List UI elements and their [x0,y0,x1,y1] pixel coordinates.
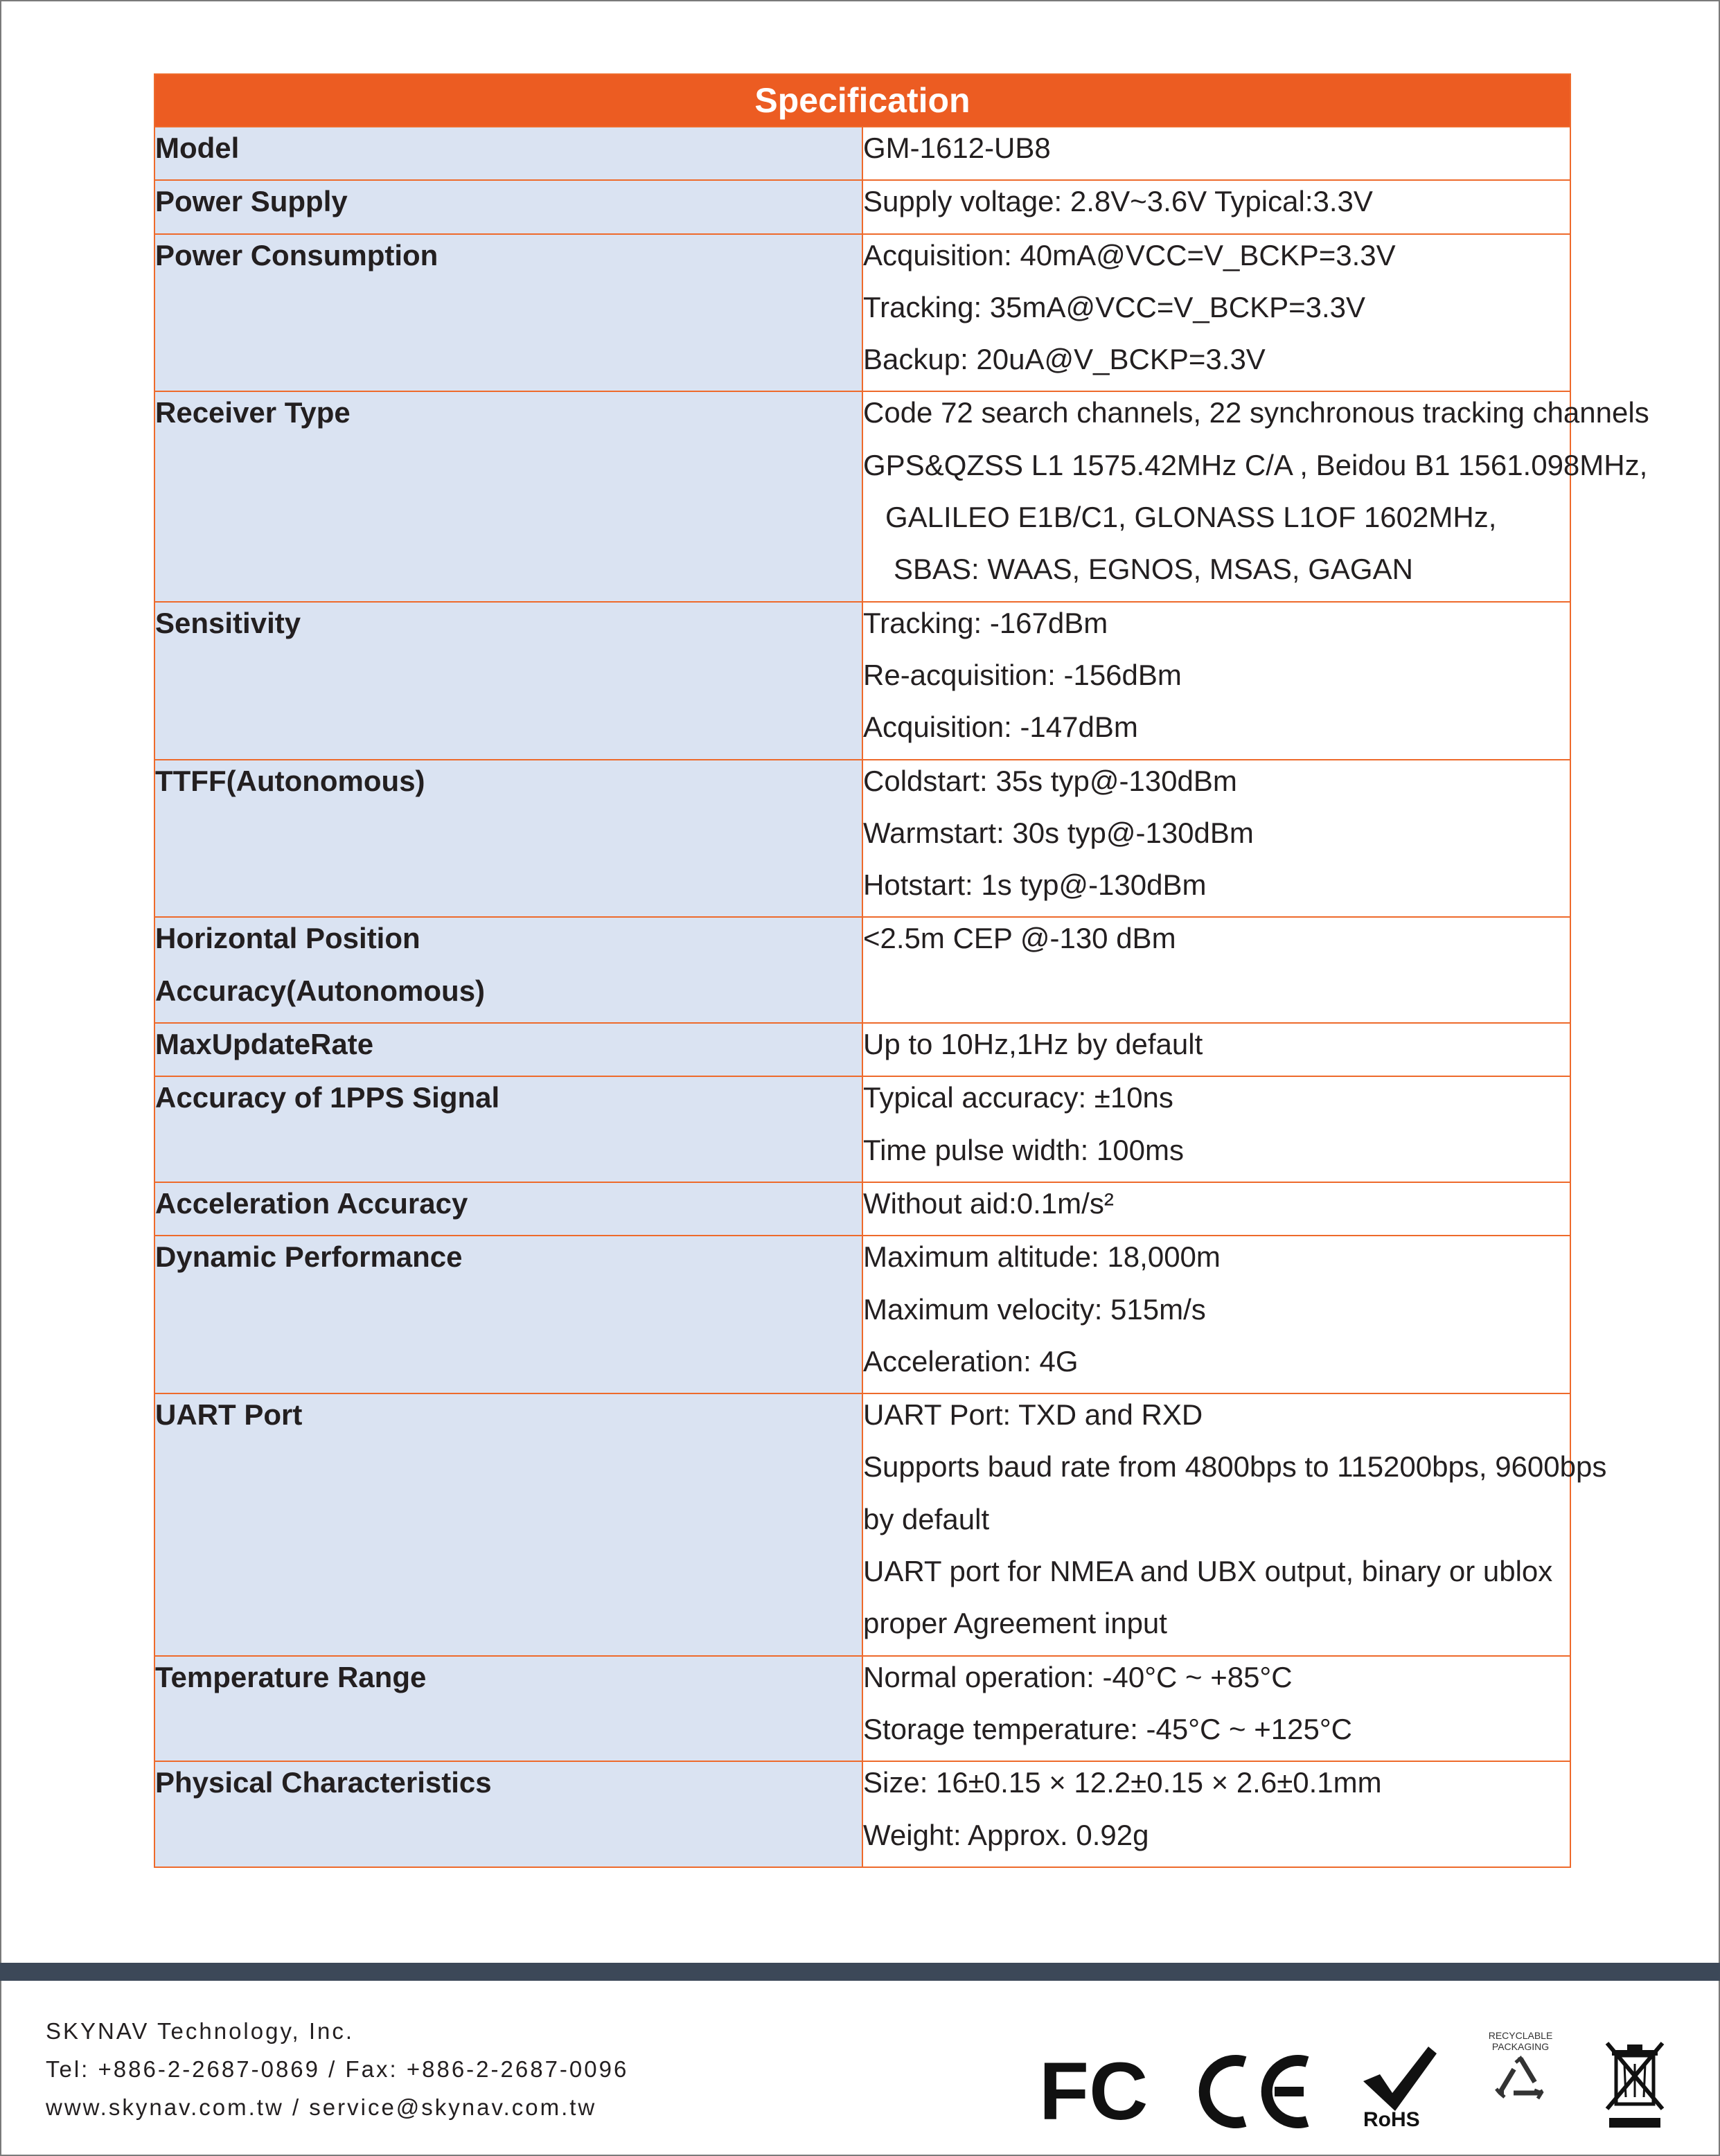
spec-label-line: Receiver Type [155,396,351,429]
spec-title: Specification [154,74,1570,127]
spec-label-line [155,1551,862,1603]
spec-value-cell [862,1076,1570,1182]
spec-label-line: MaxUpdateRate [155,1028,374,1061]
spec-label-cell [154,1182,862,1236]
spec-label-line [155,1603,862,1655]
spec-value-line: <2.5m CEP @-130 dBm [863,922,1176,955]
spec-row [154,1761,1570,1867]
spec-label-line [155,549,862,600]
spec-value-line: GALILEO E1B/C1, GLONASS L1OF 1602MHz, [885,501,1497,534]
spec-row [154,180,1570,233]
spec-value-line: UART Port: TXD and RXD [863,1398,1203,1432]
spec-value-line: SBAS: WAAS, EGNOS, MSAS, GAGAN [894,553,1413,586]
spec-label-line: UART Port [155,1398,303,1432]
spec-value-line: Supply voltage: 2.8V~3.6V Typical:3.3V [863,185,1373,218]
spec-label-line [155,654,862,706]
spec-row [154,1182,1570,1236]
spec-label-cell [154,1393,862,1655]
spec-value-cell [862,1393,1607,1655]
spec-label-cell [154,1236,862,1393]
spec-label-line [155,812,862,864]
spec-row [154,917,1570,1023]
spec-label-line: Physical Characteristics [155,1766,492,1799]
spec-label-line [155,1709,862,1761]
spec-row [154,1656,1570,1762]
spec-value-line: GM-1612-UB8 [863,132,1051,164]
weee-bin-icon [1604,2036,1666,2130]
spec-row [154,1236,1570,1393]
spec-value-cell [862,234,1570,392]
spec-label-cell [154,234,862,392]
spec-label-line [155,1341,862,1393]
spec-label-cell [154,1076,862,1182]
spec-label-cell [154,127,862,180]
spec-value-line: Storage temperature: -45°C ~ +125°C [863,1712,1352,1745]
spec-label-cell [154,1761,862,1867]
spec-value-cell [862,180,1570,233]
spec-value-line: Time pulse width: 100ms [863,1133,1184,1166]
spec-header-row [154,74,1570,127]
spec-value-line: Acquisition: -147dBm [863,711,1138,744]
spec-label-cell [154,917,862,1023]
spec-value-cell [862,127,1570,180]
recycle-text-2: PACKAGING [1491,2041,1550,2052]
spec-label-line: Accuracy of 1PPS Signal [155,1081,500,1114]
recycle-text-1: RECYCLABLE [1488,2030,1553,2041]
spec-value-line: Up to 10Hz,1Hz by default [863,1028,1203,1061]
spec-label-line: Power Consumption [155,238,438,271]
spec-label-line [155,287,862,339]
spec-label-line: Power Supply [155,185,348,218]
spec-row [154,127,1570,180]
spec-value-cell [862,1656,1570,1762]
rohs-icon [1359,2043,1442,2130]
spec-label-line [155,1815,862,1867]
spec-value-line: proper Agreement input [863,1607,1167,1640]
spec-label-line: Model [155,132,240,164]
spec-value-line: Re-acquisition: -156dBm [863,658,1182,691]
rohs-text: RoHS [1363,2108,1420,2130]
spec-value-line: Supports baud rate from 4800bps to 115200bps, 9600bps [863,1450,1607,1484]
spec-value-cell [862,391,1649,601]
spec-value-cell [862,760,1570,918]
web-email: www.skynav.com.tw / service@skynav.com.tw [46,2094,597,2120]
spec-label-line [155,497,862,549]
spec-value-line: Code 72 search channels, 22 synchronous tracking channels [863,396,1649,429]
spec-label-line [155,706,862,758]
spec-value-line: Acquisition: 40mA@VCC=V_BCKP=3.3V [863,238,1396,271]
spec-row [154,1023,1570,1076]
spec-label-line [155,1289,862,1341]
spec-value-line: Warmstart: 30s typ@-130dBm [863,816,1254,849]
spec-label-line: Horizontal Position [155,922,420,955]
phone-fax: Tel: +886-2-2687-0869 / Fax: +886-2-2687-0096 [46,2056,629,2082]
ce-mark-icon [1193,2053,1318,2130]
spec-value-line: Without aid:0.1m/s² [863,1186,1114,1220]
spec-label-line: Temperature Range [155,1660,427,1693]
recycle-icon [1475,2029,1566,2130]
spec-row [154,391,1570,601]
spec-row [154,1393,1570,1655]
spec-value-cell [862,1236,1570,1393]
spec-value-line: Coldstart: 35s typ@-130dBm [863,764,1237,797]
spec-value-line: Tracking: 35mA@VCC=V_BCKP=3.3V [863,290,1366,323]
spec-label-line: Sensitivity [155,606,301,639]
spec-row [154,234,1570,392]
spec-row [154,1076,1570,1182]
spec-value-cell [862,1023,1570,1076]
spec-value-cell [862,1182,1570,1236]
spec-label-cell [154,1023,862,1076]
spec-value-line: Hotstart: 1s typ@-130dBm [863,868,1207,902]
spec-value-line: Acceleration: 4G [863,1344,1079,1378]
spec-value-line: UART port for NMEA and UBX output, binary or ublox [863,1555,1553,1588]
spec-value-line [863,970,1570,1022]
spec-value-line: Maximum altitude: 18,000m [863,1240,1221,1274]
spec-label-cell [154,1656,862,1762]
fcc-logo-icon [1039,2050,1157,2130]
footer-contact [46,2012,628,2126]
spec-value-line: Typical accuracy: ±10ns [863,1081,1173,1114]
certification-logos [1039,2029,1697,2133]
spec-label-line: Dynamic Performance [155,1240,463,1274]
spec-label-line [155,1446,862,1498]
spec-label-line: TTFF(Autonomous) [155,764,425,797]
spec-value-line: by default [863,1502,990,1535]
spec-label-line [155,1130,862,1182]
spec-value-cell [862,602,1570,760]
spec-row [154,602,1570,760]
spec-value-line: Normal operation: -40°C ~ +85°C [863,1660,1293,1693]
spec-label-line: Acceleration Accuracy [155,1186,468,1220]
spec-label-cell [154,180,862,233]
spec-body [154,127,1649,1867]
spec-value-line: Tracking: -167dBm [863,606,1108,639]
spec-value-cell [862,1761,1570,1867]
spec-label-cell [154,391,862,601]
spec-row [154,760,1570,918]
spec-label-line: Accuracy(Autonomous) [155,974,486,1007]
spec-value-line: Size: 16±0.15 × 12.2±0.15 × 2.6±0.1mm [863,1766,1382,1799]
specification-table [154,73,1649,1868]
spec-value-line: Maximum velocity: 515m/s [863,1292,1206,1326]
spec-label-line [155,864,862,916]
spec-value-cell [862,917,1570,1023]
fcc-text: FC [1039,2050,1149,2130]
spec-value-line: Backup: 20uA@V_BCKP=3.3V [863,343,1266,376]
spec-label-cell [154,602,862,760]
spec-value-line: GPS&QZSS L1 1575.42MHz C/A , Beidou B1 1561.098MHz, [863,448,1648,481]
spec-label-line [155,445,862,497]
company-name: SKYNAV Technology, Inc. [46,2018,355,2044]
spec-label-cell [154,760,862,918]
spec-value-line: Weight: Approx. 0.92g [863,1818,1149,1851]
spec-label-line [155,1499,862,1551]
spec-label-line [155,339,862,391]
footer-bar [0,1963,1720,1981]
